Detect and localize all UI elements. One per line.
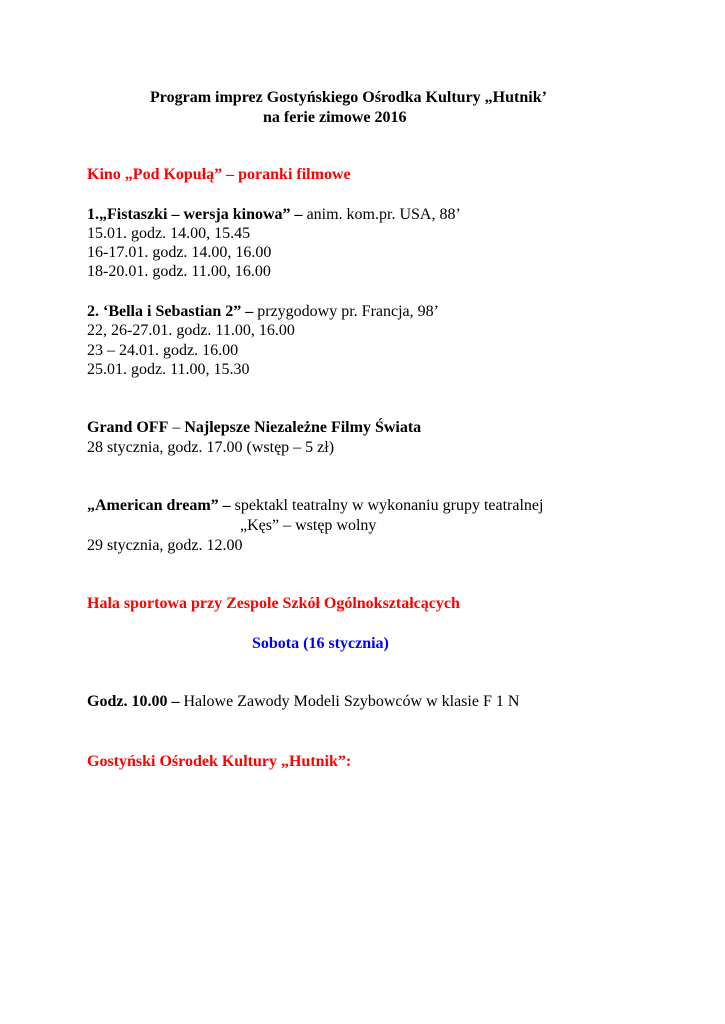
film1-date-3: 18-20.01. godz. 11.00, 16.00 (87, 263, 271, 280)
grand-off-header (87, 418, 421, 438)
gok-heading: Gostyński Ośrodek Kultury „Hutnik”: (87, 753, 352, 770)
grand-off-title-a: Grand OFF (87, 419, 169, 436)
american-dream-title: „American dream” – (87, 497, 231, 514)
film1-date-1: 15.01. godz. 14.00, 15.45 (87, 225, 251, 242)
kino-heading: Kino „Pod Kopułą” – poranki filmowe (87, 166, 351, 183)
film2-header (87, 302, 439, 322)
film2-description: przygodowy pr. Francja, 98’ (253, 303, 439, 320)
hala-event-time: Godz. 10.00 – (87, 693, 180, 710)
american-dream-description: spektakl teatralny w wykonaniu grupy teatralnej (230, 497, 544, 514)
grand-off-title-b: Najlepsze Niezależne Filmy Świata (184, 419, 422, 436)
film2-date-3: 25.01. godz. 11.00, 15.30 (87, 361, 250, 378)
film2-title: 2. ‘Bella i Sebastian 2” – (87, 303, 254, 320)
hala-day: Sobota (16 stycznia) (252, 635, 389, 652)
american-dream-description-2: „Kęs” – wstęp wolny (240, 517, 377, 534)
document-title-line2: na ferie zimowe 2016 (263, 109, 407, 126)
hala-event (87, 692, 519, 712)
american-dream-details: 29 stycznia, godz. 12.00 (87, 537, 243, 554)
hala-heading: Hala sportowa przy Zespole Szkół Ogólnokształcących (87, 595, 460, 612)
film1-title: 1.„Fistaszki – wersja kinowa” – (87, 206, 303, 223)
document-title-line1: Program imprez Gostyńskiego Ośrodka Kultury „Hutnik’ (150, 89, 547, 106)
film2-date-2: 23 – 24.01. godz. 16.00 (87, 342, 239, 359)
american-dream-header (87, 496, 543, 516)
film1-description: anim. kom.pr. USA, 88’ (302, 206, 461, 223)
hala-event-description: Halowe Zawody Modeli Szybowców w klasie F 1 N (179, 693, 520, 710)
film2-date-1: 22, 26-27.01. godz. 11.00, 16.00 (87, 322, 295, 339)
film1-date-2: 16-17.01. godz. 14.00, 16.00 (87, 244, 272, 261)
grand-off-details: 28 stycznia, godz. 17.00 (wstęp – 5 zł) (87, 439, 335, 456)
grand-off-separator: – (168, 419, 185, 436)
film1-header (87, 205, 461, 225)
